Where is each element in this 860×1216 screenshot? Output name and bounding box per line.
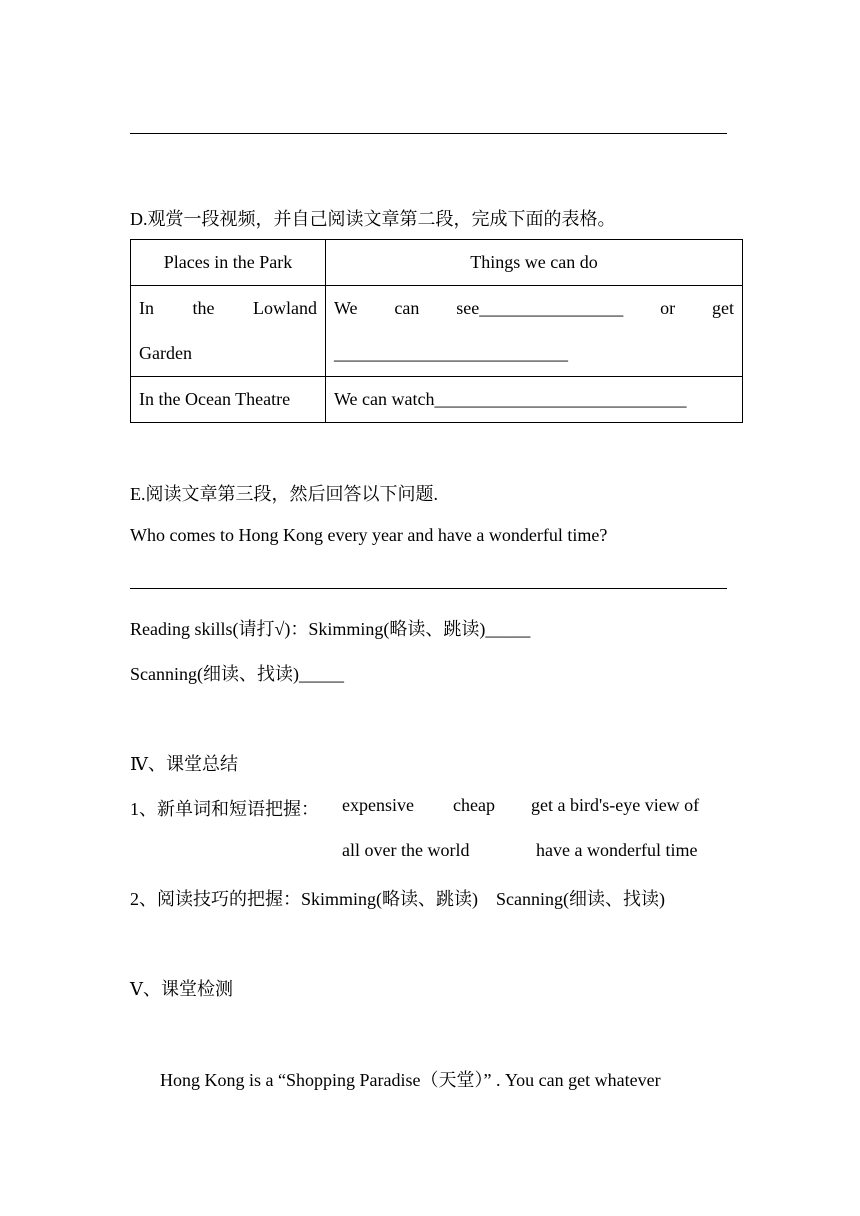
vocab-word: get a bird's-eye view of [531, 795, 700, 815]
test-heading: Ⅴ、课堂检测 [130, 979, 233, 999]
things-cell [326, 286, 743, 377]
header-places: Places in the Park [131, 240, 326, 286]
header-things: Things we can do [326, 240, 743, 286]
reading-skills-line-2: Scanning(细读、找读)_____ [130, 664, 344, 684]
place-cell [131, 286, 326, 377]
things-line-2: __________________________ [334, 343, 568, 363]
table-row [131, 377, 743, 423]
places-table [130, 239, 743, 423]
things-cell: We can watch____________________________ [326, 377, 743, 423]
test-paragraph: Hong Kong is a “Shopping Paradise（天堂）” . You can get whatever [160, 1070, 661, 1090]
question-text: Who comes to Hong Kong every year and have a wonderful time? [130, 525, 608, 545]
place-line-2: Garden [139, 343, 192, 363]
vocab-word: cheap [453, 795, 495, 815]
summary-item-2: 2、阅读技巧的把握：Skimming(略读、跳读) Scanning(细读、找读) [130, 889, 665, 909]
summary-heading: Ⅳ、课堂总结 [130, 754, 238, 774]
answer-line-e [130, 588, 727, 589]
vocab-word: all over the world [342, 840, 470, 860]
things-line-1: We can see________________ or get [334, 298, 734, 318]
table-row [131, 286, 743, 377]
reading-skills-line-1: Reading skills(请打√)：Skimming(略读、跳读)_____ [130, 619, 531, 639]
place-cell: In the Ocean Theatre [131, 377, 326, 423]
summary-item-1-prefix: 1、新单词和短语把握： [130, 799, 319, 819]
answer-line-top [130, 133, 727, 134]
section-e-heading: E.阅读文章第三段，然后回答以下问题. [130, 484, 438, 504]
vocab-word: have a wonderful time [536, 840, 698, 860]
place-line-1: In the Lowland [139, 298, 317, 318]
vocab-word: expensive [342, 795, 414, 815]
section-d-heading: D.观赏一段视频，并自己阅读文章第二段，完成下面的表格。 [130, 209, 616, 229]
table-header-row [131, 240, 743, 286]
